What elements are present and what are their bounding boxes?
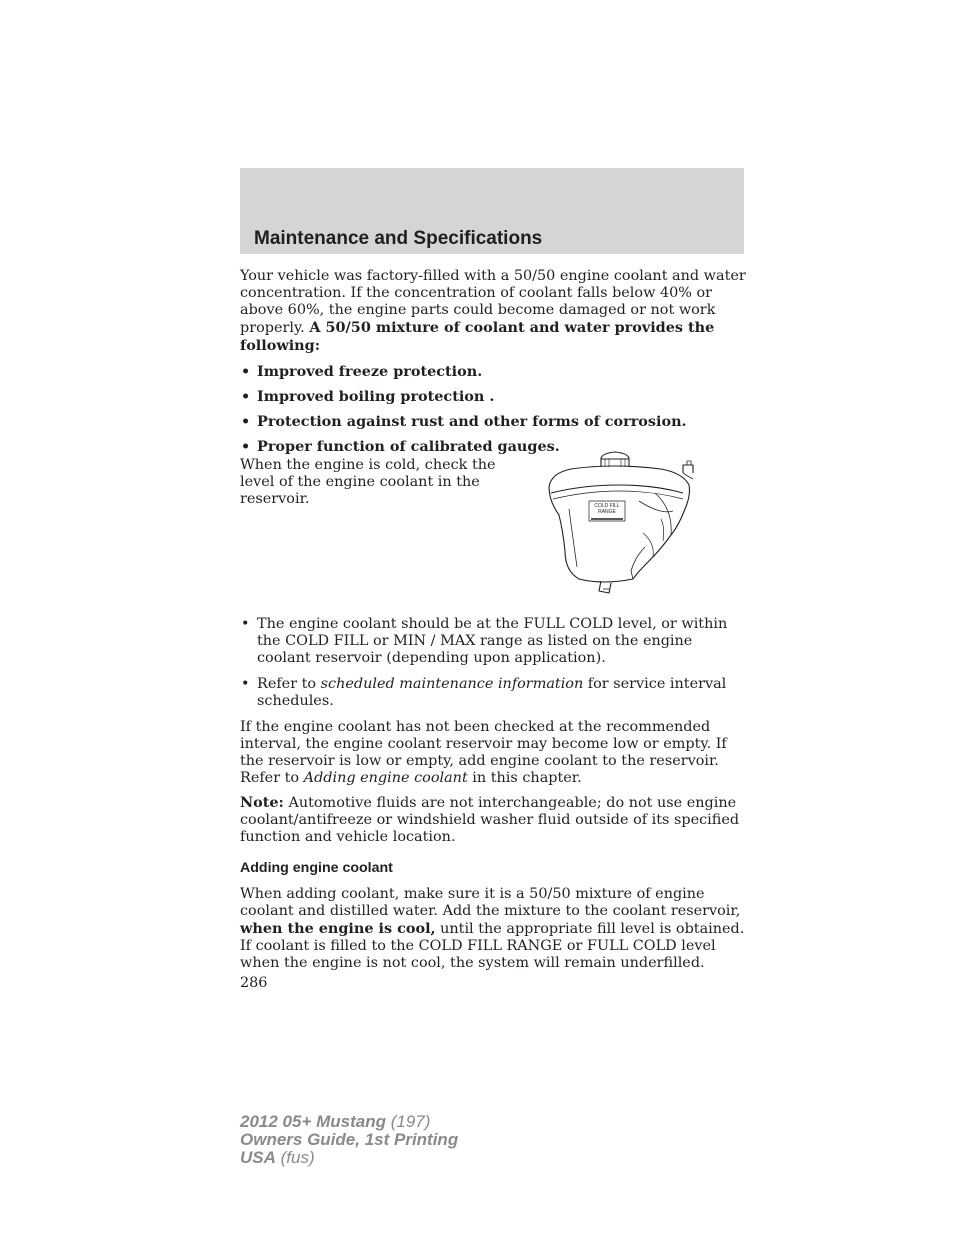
footer-line: [240, 1149, 458, 1167]
interval-text: in this chapter.: [467, 770, 582, 786]
intro-bold-text: A 50/50 mixture of coolant and water provides the following:: [240, 319, 715, 354]
adding-text: until the appropriate fill level is obtained. If coolant is filled to the COLD FILL RANGE or FULL COLD level when the engine is not cool, the system will remain underfilled.: [240, 921, 745, 971]
adding-coolant-heading: Adding engine coolant: [240, 860, 393, 876]
cold-fill-label-line1: COLD FILL: [594, 503, 620, 509]
footer-code: (fus): [275, 1148, 315, 1167]
list-item: • Improved freeze protection.: [240, 363, 746, 380]
document-footer: [240, 1113, 458, 1167]
section-title: Maintenance and Specifications: [254, 228, 543, 249]
benefits-list: [240, 363, 746, 455]
list-item: • The engine coolant should be at the FULL COLD level, or within the COLD FILL or MIN / MAX range as listed on the engine coolant reservoir (depending upon application).: [240, 616, 746, 667]
section-header-band: [240, 168, 744, 254]
footer-market: USA: [240, 1148, 276, 1167]
footer-line: Owners Guide, 1st Printing: [240, 1130, 459, 1149]
list-item: [240, 676, 746, 710]
footer-model: 2012 05+ Mustang: [240, 1112, 386, 1131]
list-item: • Protection against rust and other forms of corrosion.: [240, 413, 746, 430]
maintenance-reference: scheduled maintenance information: [320, 676, 584, 692]
interval-text: If the engine coolant has not been checked at the recommended interval, the engine coolant reservoir may become low or empty. If the reservoir is low or empty, add engine coolant to the reservoir. Refer to: [240, 719, 727, 786]
coolant-reservoir-illustration: [543, 449, 703, 599]
coolant-check-row: [240, 457, 746, 607]
adding-bold-text: when the engine is cool,: [240, 920, 436, 937]
note-text: Refer to: [257, 676, 321, 692]
note-label: Note:: [240, 794, 284, 811]
interval-paragraph: [240, 719, 746, 787]
adding-coolant-paragraph: [240, 886, 746, 972]
note-paragraph: [240, 794, 746, 846]
cold-fill-label-line2: RANGE: [598, 509, 616, 515]
coolant-notes-list: [240, 616, 746, 710]
list-item: • Proper function of calibrated gauges.: [240, 438, 746, 455]
page-content: [240, 268, 746, 992]
intro-text: Your vehicle was factory-filled with a 50/50 engine coolant and water concentration. If the concentration of coolant falls below 40% or above 60%, the engine parts could become damaged or not work properly.: [240, 268, 746, 336]
note-text: for service interval schedules.: [257, 676, 727, 709]
footer-line: [240, 1113, 458, 1131]
footer-code: (197): [386, 1112, 431, 1131]
intro-paragraph: [240, 268, 746, 355]
check-coolant-text: When the engine is cold, check the level of the engine coolant in the reservoir.: [240, 457, 496, 507]
adding-text: When adding coolant, make sure it is a 50/50 mixture of engine coolant and distilled water. Add the mixture to the coolant reservoir,: [240, 886, 741, 919]
list-item: • Improved boiling protection .: [240, 388, 746, 405]
note-text: Automotive fluids are not interchangeable; do not use engine coolant/antifreeze or windshield washer fluid outside of its specified function and vehicle location.: [240, 795, 740, 845]
adding-coolant-reference: Adding engine coolant: [303, 770, 468, 786]
page-number: 286: [240, 975, 268, 991]
